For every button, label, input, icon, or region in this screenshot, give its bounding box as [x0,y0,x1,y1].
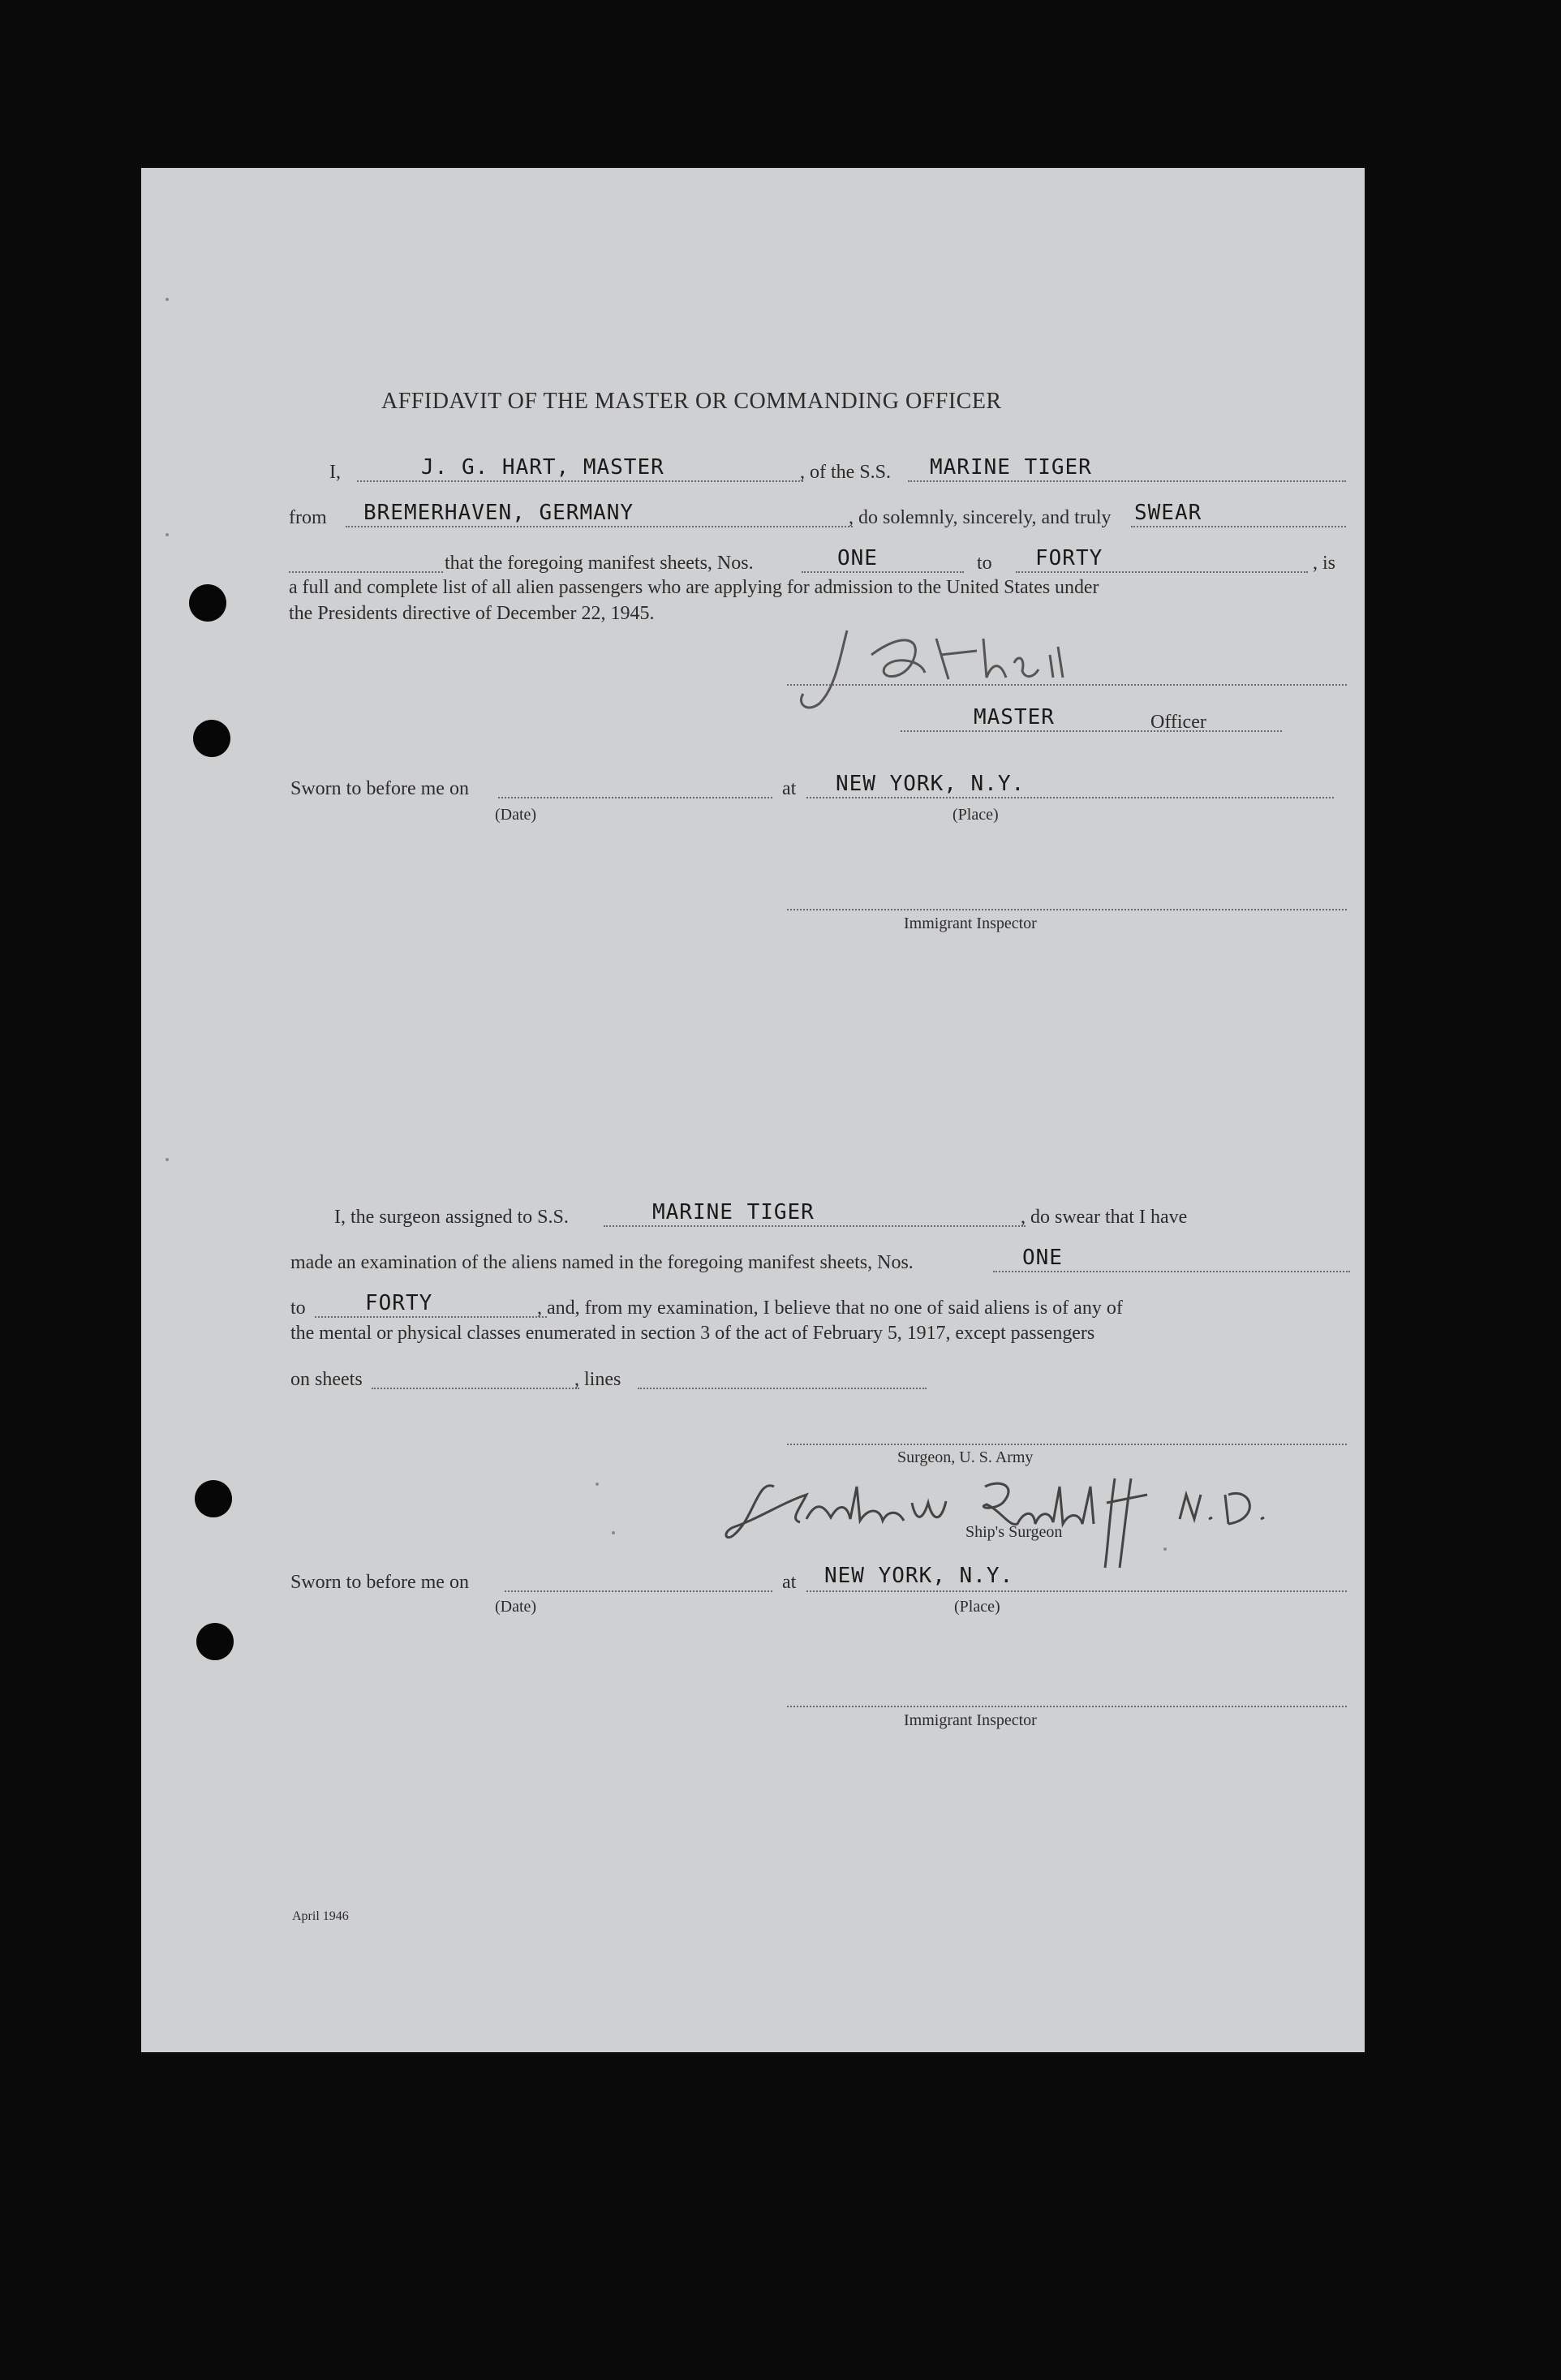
inspector-signature-line [787,909,1347,910]
solemnly-label: , do solemnly, sincerely, and truly [849,507,1112,528]
surgeon-army-label: Surgeon, U. S. Army [897,1448,1034,1466]
surgeon-sheet-from-field[interactable]: ONE [1022,1246,1063,1270]
document-title: AFFIDAVIT OF THE MASTER OR COMMANDING OFFICER [381,389,1002,414]
punch-hole [196,1623,234,1660]
at-label: at [782,778,797,799]
sheet-from-field[interactable]: ONE [837,546,878,570]
speck [166,1158,169,1161]
on-sheets-line [372,1388,579,1389]
surgeon-army-line [787,1444,1347,1445]
officer-signature-line [787,684,1347,686]
leading-line [289,571,443,573]
surgeon-intro: I, the surgeon assigned to S.S. [334,1207,569,1228]
ships-surgeon-label: Ship's Surgeon [965,1523,1063,1541]
statement-line-2: a full and complete list of all alien passengers who are applying for admission to the United States under [289,577,1099,598]
lines-line [638,1388,927,1389]
surgeon-sheet-to-field[interactable]: FORTY [365,1291,433,1315]
punch-hole [193,720,230,757]
oath-line [1131,526,1346,527]
date-caption: (Date) [495,806,537,824]
of-ss-label: , of the S.S. [800,462,892,483]
sheet-to-field[interactable]: FORTY [1035,546,1103,570]
speck [596,1483,599,1486]
speck [166,298,169,301]
officer-label: Officer [1150,712,1206,733]
i-label: I, [329,462,341,483]
port-field[interactable]: BREMERHAVEN, GERMANY [363,501,634,525]
lines-label: , lines [574,1369,621,1390]
ship-name-field[interactable]: MARINE TIGER [930,455,1092,480]
from-label: from [289,507,327,528]
speck [1163,1547,1167,1551]
manifest-label: that the foregoing manifest sheets, Nos. [445,553,754,574]
speck [166,533,169,536]
sworn-label: Sworn to before me on [290,778,469,799]
surgeon-ship-field[interactable]: MARINE TIGER [652,1200,815,1224]
form-date: April 1946 [292,1909,349,1923]
surgeon-sheet-from-line [993,1271,1350,1272]
surgeon-place-caption: (Place) [954,1598,1000,1616]
port-line [346,526,853,527]
is-label: , is [1313,553,1336,574]
inspector-label: Immigrant Inspector [904,915,1037,932]
surgeon-place-field[interactable]: NEW YORK, N.Y. [824,1564,1014,1588]
surgeon-sworn-label: Sworn to before me on [290,1572,469,1593]
surgeon-inspector-label: Immigrant Inspector [904,1711,1037,1729]
punch-hole [189,584,226,622]
surgeon-sheet-to-line [315,1316,547,1318]
sheet-from-line [802,571,964,573]
officer-title-line [901,730,1282,732]
on-sheets-label: on sheets [290,1369,363,1390]
statement-line-3: the Presidents directive of December 22, 1945. [289,603,655,624]
surgeon-to-label: to [290,1298,306,1319]
place-caption: (Place) [953,806,999,824]
believe-label: , and, from my examination, I believe that no one of said aliens is of any of [537,1298,1123,1319]
master-name-line [357,480,803,482]
surgeon-date-line [505,1590,772,1592]
surgeon-signature [709,1454,1407,1576]
affidavit-sheet [141,168,1365,2052]
officer-title-field[interactable]: MASTER [974,705,1055,729]
exam-line: made an examination of the aliens named in the foregoing manifest sheets, Nos. [290,1252,914,1273]
place-line [806,797,1334,798]
oath-field[interactable]: SWEAR [1134,501,1202,525]
place-field[interactable]: NEW YORK, N.Y. [836,772,1026,796]
master-name-field[interactable]: J. G. HART, MASTER [421,455,664,480]
surgeon-place-line [806,1590,1347,1592]
to-label: to [977,553,992,574]
classes-line: the mental or physical classes enumerated in section 3 of the act of February 5, 1917, except passengers [290,1323,1095,1344]
date-line [498,797,772,798]
punch-hole [195,1480,232,1517]
sheet-to-line [1016,571,1308,573]
surgeon-at-label: at [782,1572,797,1593]
surgeon-inspector-line [787,1706,1347,1707]
speck [612,1531,615,1534]
surgeon-date-caption: (Date) [495,1598,537,1616]
surgeon-ship-line [604,1225,1026,1227]
swear-label: , do swear that I have [1021,1207,1188,1228]
ship-name-line [908,480,1346,482]
